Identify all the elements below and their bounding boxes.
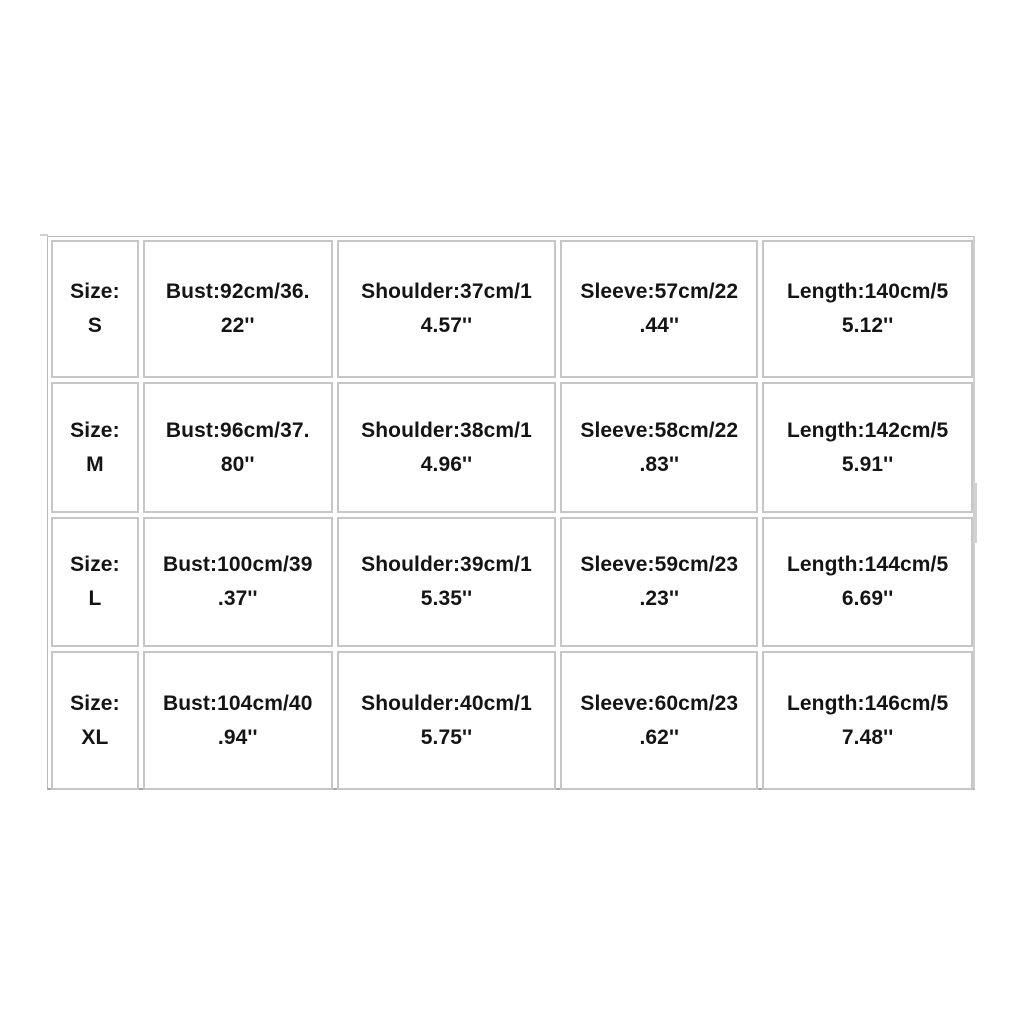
length-cell: Length:140cm/5 5.12'' bbox=[762, 240, 973, 378]
shoulder-cell: Shoulder:40cm/1 5.75'' bbox=[337, 651, 557, 790]
size-chart-frame bbox=[47, 236, 975, 790]
table-row bbox=[51, 517, 973, 647]
shoulder-cell: Shoulder:39cm/1 5.35'' bbox=[337, 517, 557, 647]
shoulder-cell: Shoulder:37cm/1 4.57'' bbox=[337, 240, 557, 378]
bust-cell: Bust:96cm/37. 80'' bbox=[143, 382, 333, 513]
table-row bbox=[51, 651, 973, 790]
sleeve-cell: Sleeve:57cm/22 .44'' bbox=[560, 240, 758, 378]
table-row bbox=[51, 382, 973, 513]
shoulder-cell: Shoulder:38cm/1 4.96'' bbox=[337, 382, 557, 513]
table-row bbox=[51, 240, 973, 378]
length-cell: Length:146cm/5 7.48'' bbox=[762, 651, 973, 790]
sleeve-cell: Sleeve:59cm/23 .23'' bbox=[560, 517, 758, 647]
sleeve-cell: Sleeve:58cm/22 .83'' bbox=[560, 382, 758, 513]
length-cell: Length:142cm/5 5.91'' bbox=[762, 382, 973, 513]
bust-cell: Bust:100cm/39 .37'' bbox=[143, 517, 333, 647]
bust-cell: Bust:92cm/36. 22'' bbox=[143, 240, 333, 378]
size-cell: Size: S bbox=[51, 240, 139, 378]
scan-edge-mark bbox=[40, 234, 48, 236]
size-chart-table bbox=[47, 236, 977, 794]
scan-edge-mark bbox=[975, 483, 977, 543]
size-cell: Size: XL bbox=[51, 651, 139, 790]
length-cell: Length:144cm/5 6.69'' bbox=[762, 517, 973, 647]
sleeve-cell: Sleeve:60cm/23 .62'' bbox=[560, 651, 758, 790]
bust-cell: Bust:104cm/40 .94'' bbox=[143, 651, 333, 790]
size-cell: Size: M bbox=[51, 382, 139, 513]
size-cell: Size: L bbox=[51, 517, 139, 647]
